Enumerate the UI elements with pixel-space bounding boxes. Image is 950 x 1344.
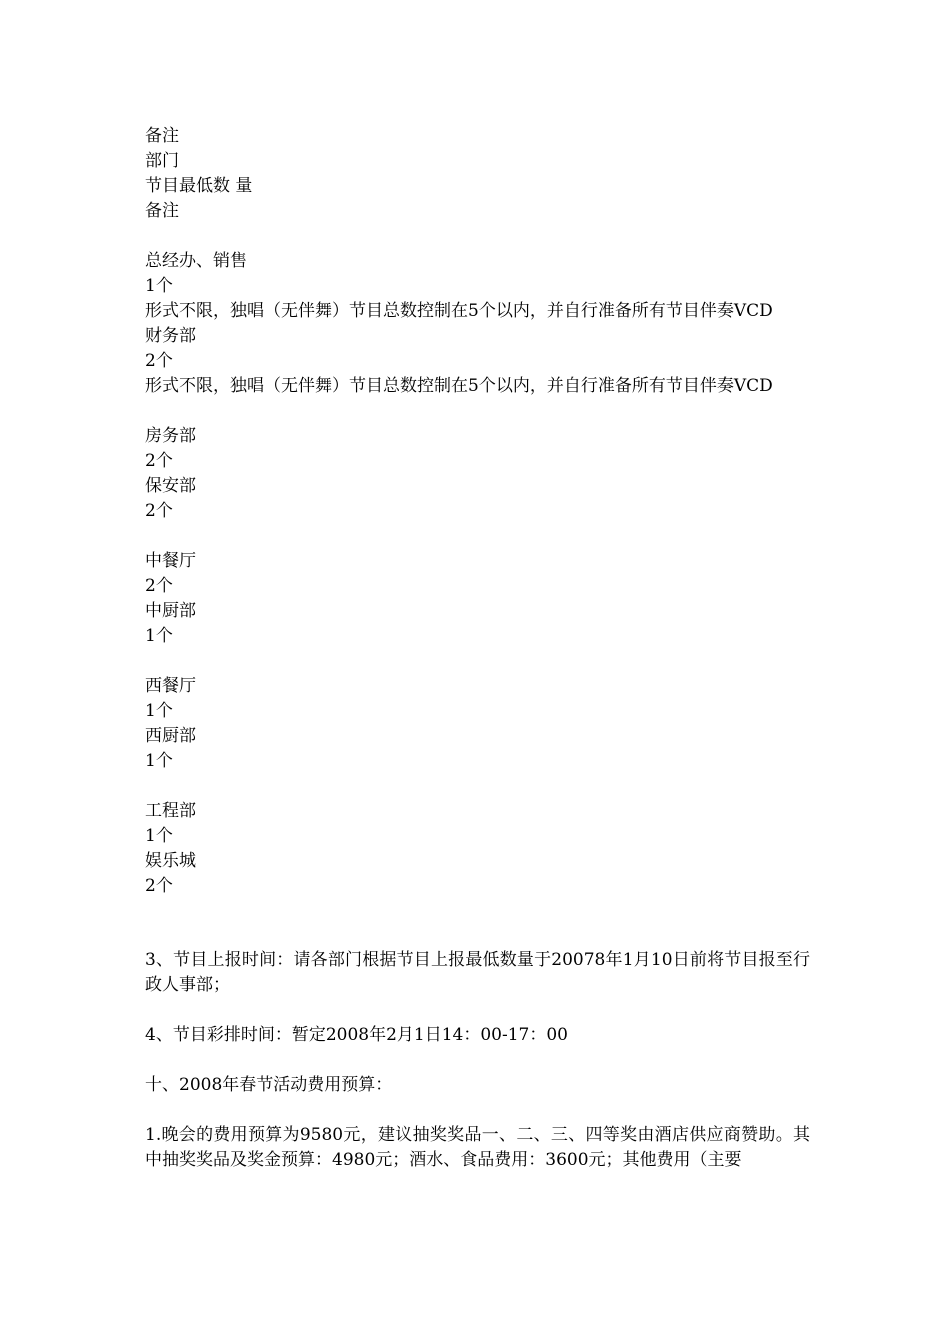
department-count: 1个 xyxy=(145,701,173,721)
department-count: 2个 xyxy=(145,576,173,596)
spacer xyxy=(145,924,810,948)
department-name: 工程部 xyxy=(145,801,196,821)
department-count: 2个 xyxy=(145,876,173,896)
department-count: 2个 xyxy=(145,451,173,471)
note-label: 备注 xyxy=(145,201,179,221)
department-count: 1个 xyxy=(145,826,173,846)
department-name: 西餐厅 xyxy=(145,676,196,696)
department-name: 中厨部 xyxy=(145,601,196,621)
spacer xyxy=(145,774,810,799)
department-name: 中餐厅 xyxy=(145,551,196,571)
spacer xyxy=(145,399,810,424)
department-name: 总经办、销售 xyxy=(145,251,247,271)
department-note: 形式不限，独唱（无伴舞）节目总数控制在5个以内，并自行准备所有节目伴奏VCD xyxy=(145,301,773,321)
department-name: 房务部 xyxy=(145,426,196,446)
department-name: 西厨部 xyxy=(145,726,196,746)
document-page xyxy=(145,124,810,1173)
spacer xyxy=(145,524,810,549)
department-name: 保安部 xyxy=(145,476,196,496)
spacer xyxy=(145,998,810,1023)
spacer xyxy=(145,1048,810,1073)
section-10-heading: 十、2008年春节活动费用预算： xyxy=(145,1075,393,1095)
spacer xyxy=(145,1098,810,1123)
department-label: 部门 xyxy=(145,151,179,171)
item-4-paragraph: 4、节目彩排时间：暂定2008年2月1日14：00-17：00 xyxy=(145,1025,568,1045)
min-count-label: 节目最低数 量 xyxy=(145,176,253,196)
spacer xyxy=(145,649,810,674)
department-count: 2个 xyxy=(145,351,173,371)
budget-paragraph: 1.晚会的费用预算为9580元，建议抽奖奖品一、二、三、四等奖由酒店供应商赞助。其中抽奖奖品及奖金预算：4980元；酒水、食品费用：3600元；其他费用（主要 xyxy=(145,1125,810,1170)
department-count: 1个 xyxy=(145,276,173,296)
department-name: 娱乐城 xyxy=(145,851,196,871)
spacer xyxy=(145,224,810,249)
item-3-paragraph: 3、节目上报时间：请各部门根据节目上报最低数量于20078年1月10日前将节目报至行政人事部； xyxy=(145,950,810,995)
department-count: 1个 xyxy=(145,626,173,646)
department-name: 财务部 xyxy=(145,326,196,346)
spacer xyxy=(145,899,810,924)
department-count: 2个 xyxy=(145,501,173,521)
department-note: 形式不限，独唱（无伴舞）节目总数控制在5个以内，并自行准备所有节目伴奏VCD xyxy=(145,376,773,396)
note-label: 备注 xyxy=(145,126,179,146)
department-count: 1个 xyxy=(145,751,173,771)
